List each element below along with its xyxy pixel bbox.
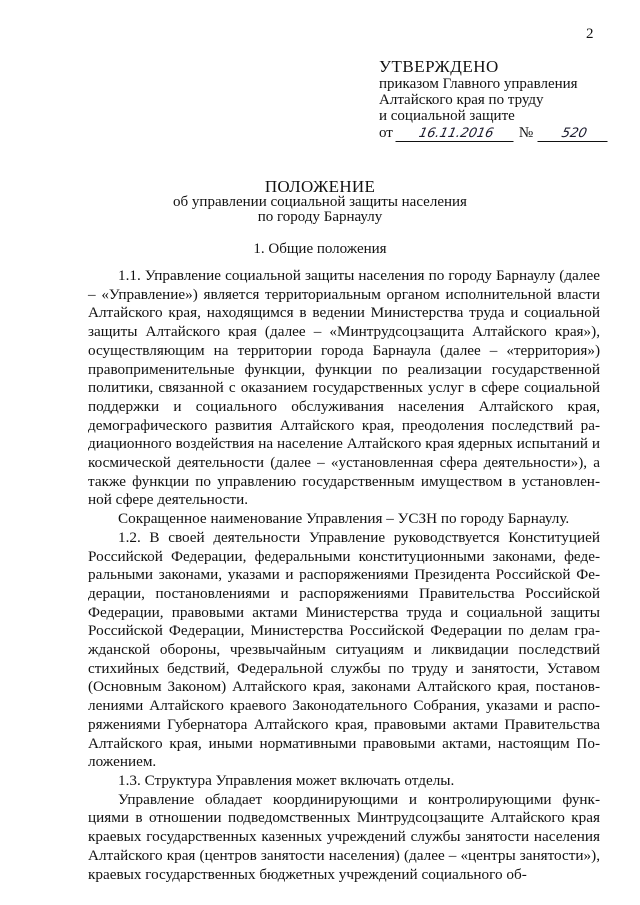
approval-line: и социальной защите	[379, 108, 515, 124]
number-sign: №	[518, 125, 534, 141]
paragraph: Управление обладает координирующими и контролирующими функциями в отношении подведомственных Минтрудсоцзащите Алтайского края краевых государственных казенных учреждений службы занятости населения Алтайского края (центров занятости населения) (далее – «центры занятости»), краевых государственных бюджетных учреждений социального об-	[88, 790, 600, 883]
approval-line: приказом Главного управления	[379, 76, 578, 92]
document-title: ПОЛОЖЕНИЕ	[264, 177, 376, 196]
approval-line: Алтайского края по труду	[379, 92, 544, 108]
handwritten-date: 16.11.2016	[395, 127, 516, 142]
paragraph: 1.3. Структура Управления может включать отделы.	[118, 771, 455, 789]
paragraph: 1.2. В своей деятельности Управление руководствуется Конституцией Российской Федерации, федеральными конституционными законами, федеральными законами, указами и распоряжениями Президента Российской Федерации, постановлениями и распоряжениями Правительства Российской Федерации, правовыми актами Министерства труда и социальной защиты Российской Федерации, Министерства Российской Федерации по делам гражданской обороны, чрезвычайным ситуациям и ликвидации последствий стихийных бедствий, Федеральной службы по труду и занятости, Уставом (Основным Законом) Алтайского края, законами Алтайского края, постановлениями Алтайского краевого Законодательного Собрания, указами и распоряжениями Губернатора Алтайского края, правовыми актами Правительства Алтайского края, иными нормативными правовыми актами, настоящим Положением.	[88, 528, 600, 771]
document-heading	[0, 178, 640, 225]
approval-stamp	[379, 57, 609, 142]
from-label: от	[379, 125, 393, 141]
document-subtitle-line: по городу Барнаулу	[257, 209, 383, 225]
document-subtitle-line: об управлении социальной защиты населения	[173, 194, 467, 210]
section-heading: 1. Общие положения	[253, 241, 387, 257]
approval-title: УТВЕРЖДЕНО	[379, 57, 499, 76]
order-date-number-line	[379, 124, 609, 142]
paragraph: Сокращенное наименование Управления – УСЗН по городу Барнаулу.	[118, 510, 570, 528]
document-body	[88, 267, 600, 884]
page-number: 2	[586, 26, 594, 42]
handwritten-order-number: 520	[538, 127, 611, 142]
paragraph: 1.1. Управление социальной защиты населения по городу Барнаулу (далее – «Управление») является территориальным органом исполнительной власти Алтайского края, находящимся в ведении Министерства труда и социальной защиты Алтайского края (далее – «Минтрудсоцзащита Алтайского края»), осуществляющим на территории города Барнаула (далее – «территория») правоприменительные функции, функции по реализации государственной политики, связанной с оказанием государственных услуг в сфере социальной поддержки и социального обслуживания населения Алтайского края, демографического развития Алтайского края, преодоления последствий радиационного воздействия на население Алтайского края ядерных испытаний и космической деятельности (далее – «установленная сфера деятельности»), а также функции по управлению государственным имуществом в установленной сфере деятельности.	[88, 267, 600, 509]
